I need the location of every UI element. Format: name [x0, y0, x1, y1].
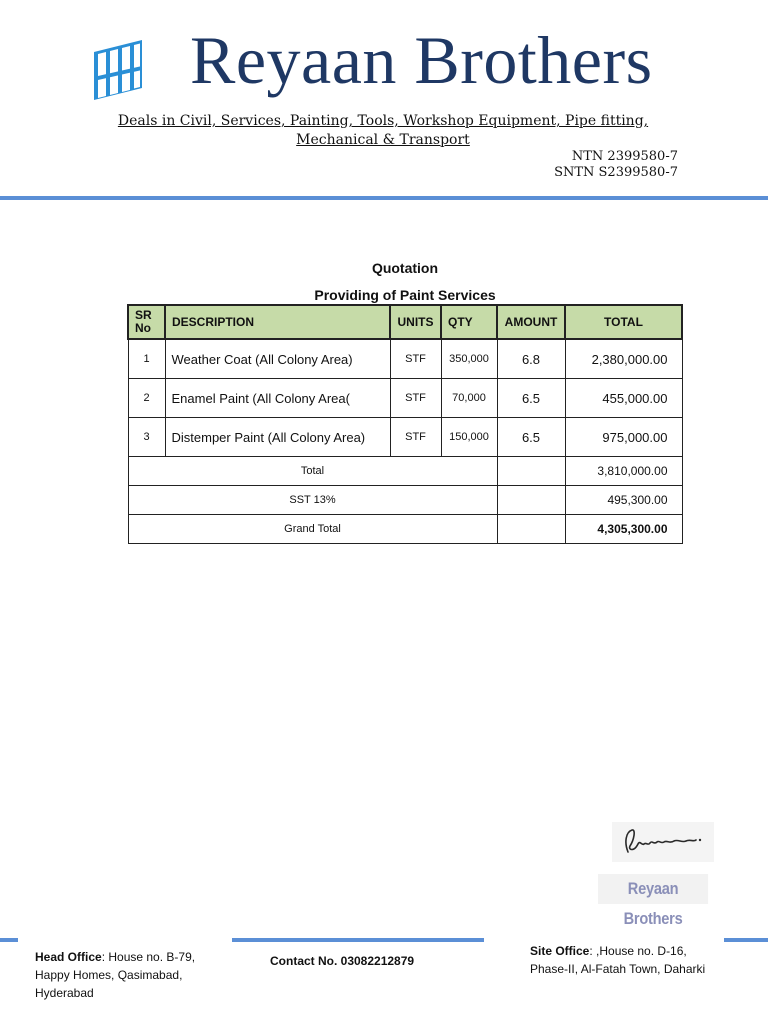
sst-row: [128, 486, 682, 515]
row-units: STF: [390, 379, 441, 418]
column-header-qty: QTY: [441, 305, 497, 339]
grand-total-row: [128, 515, 682, 544]
row-total: 2,380,000.00: [565, 339, 682, 379]
column-header-total: TOTAL: [565, 305, 682, 339]
site-office-label: Site Office: [530, 944, 590, 958]
sst-label: SST 13%: [128, 486, 497, 515]
column-header-sr: SR No: [128, 305, 165, 339]
row-amount: 6.5: [497, 418, 565, 457]
grand-amount-blank: [497, 515, 565, 544]
row-amount: 6.5: [497, 379, 565, 418]
site-office-address: [530, 942, 710, 978]
contact-number: Contact No. 03082212879: [270, 954, 415, 968]
row-qty: 70,000: [441, 379, 497, 418]
row-amount: 6.8: [497, 339, 565, 379]
company-stamp: Reyaan Brothers: [598, 874, 708, 904]
row-sr: 1: [128, 339, 165, 379]
company-tagline-line1: Deals in Civil, Services, Painting, Tools, Workshop Equipment, Pipe fitting,: [117, 113, 649, 129]
column-header-description: DESCRIPTION: [165, 305, 390, 339]
row-units: STF: [390, 418, 441, 457]
row-total: 975,000.00: [565, 418, 682, 457]
column-header-units: UNITS: [390, 305, 441, 339]
row-description: Enamel Paint (All Colony Area(: [165, 379, 390, 418]
site-office-text: : ,House no. D-16, Phase-II, Al-Fatah Town, Daharki: [530, 944, 706, 976]
sst-amount-blank: [497, 486, 565, 515]
header-divider: [0, 196, 768, 200]
table-row: [128, 379, 682, 418]
row-sr: 3: [128, 418, 165, 457]
grand-total-label: Grand Total: [128, 515, 497, 544]
row-units: STF: [390, 339, 441, 379]
table-row: [128, 339, 682, 379]
sntn-number: SNTN S2399580-7: [554, 165, 678, 180]
row-sr: 2: [128, 379, 165, 418]
building-logo-icon: [88, 36, 148, 102]
grand-total-value: 4,305,300.00: [565, 515, 682, 544]
row-qty: 150,000: [441, 418, 497, 457]
head-office-text: : House no. B-79, Happy Homes, Qasimabad, Hyderabad: [35, 950, 196, 1000]
footer-divider-right: [724, 938, 768, 942]
row-description: Weather Coat (All Colony Area): [165, 339, 390, 379]
footer-divider-left: [0, 938, 18, 942]
company-tagline-line2: Mechanical & Transport: [296, 132, 470, 148]
total-label: Total: [128, 457, 497, 486]
head-office-label: Head Office: [35, 950, 102, 964]
total-amount-blank: [497, 457, 565, 486]
total-value: 3,810,000.00: [565, 457, 682, 486]
quotation-table: [127, 304, 683, 544]
table-row: [128, 418, 682, 457]
company-name: Reyaan Brothers: [190, 22, 653, 98]
document-title: Quotation: [371, 260, 439, 276]
column-header-amount: AMOUNT: [497, 305, 565, 339]
total-row: [128, 457, 682, 486]
row-description: Distemper Paint (All Colony Area): [165, 418, 390, 457]
table-header-row: [128, 305, 682, 339]
row-qty: 350,000: [441, 339, 497, 379]
sst-value: 495,300.00: [565, 486, 682, 515]
row-total: 455,000.00: [565, 379, 682, 418]
ntn-number: NTN 2399580-7: [571, 149, 678, 164]
footer-divider-center: [232, 938, 484, 942]
document-subtitle: Providing of Paint Services: [314, 287, 496, 303]
signature-image: [612, 822, 714, 862]
head-office-address: [35, 948, 225, 1002]
